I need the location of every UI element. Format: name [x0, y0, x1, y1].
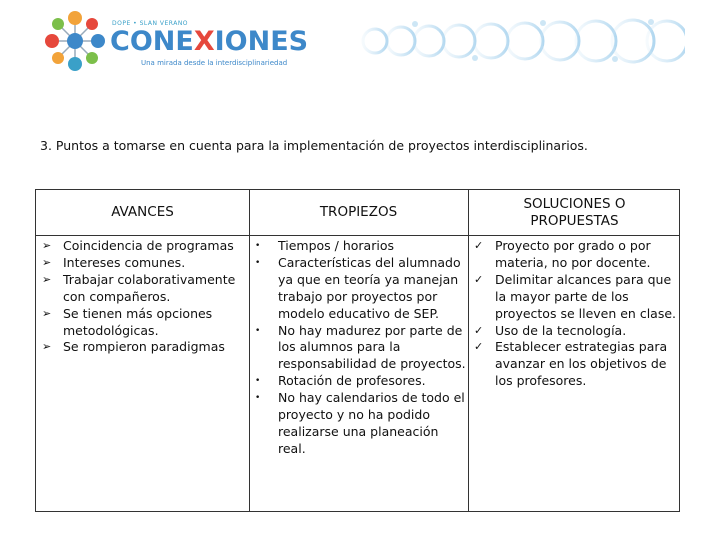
list-item-text: Delimitar alcances para que la mayor parte de los proyectos se lleven en clase. — [495, 271, 677, 321]
tropiezos-column — [253, 238, 467, 458]
logo-title — [110, 26, 308, 57]
arrow-bullet-icon: ➢ — [42, 255, 52, 269]
list-item-text: Proyecto por grado o por materia, no por docente. — [495, 238, 651, 270]
dot-bullet-icon: • — [255, 325, 261, 336]
logo-title-x: X — [193, 26, 215, 57]
dot-bullet-icon: • — [255, 393, 261, 404]
check-bullet-icon: ✓ — [474, 272, 484, 286]
list-item-text: Se tienen más opciones metodológicas. — [63, 305, 213, 338]
arrow-bullet-icon: ➢ — [42, 306, 52, 320]
list-item-text: Establecer estrategias para avanzar en los objetivos de los profesores. — [495, 339, 668, 389]
column-divider-1 — [249, 190, 250, 511]
list-item-text: Características del alumnado ya que en teoría ya manejan trabajo por proyectos por modelo educativo de SEP. — [278, 254, 461, 321]
soluciones-column — [470, 238, 678, 390]
list-item — [253, 390, 467, 458]
comparison-table — [35, 189, 680, 512]
tropiezos-list — [253, 238, 467, 458]
list-item-text: No hay calendarios de todo el proyecto y no ha podido realizarse una planeación real. — [278, 390, 465, 456]
list-item-text: Rotación de profesores. — [278, 373, 426, 389]
section-heading: 3. Puntos a tomarse en cuenta para la implementación de proyectos interdisciplinarios. — [40, 138, 588, 153]
list-item-text: Tiempos / horarios — [278, 238, 394, 253]
dot-bullet-icon: • — [255, 241, 261, 251]
logo-title-suffix: IONES — [214, 26, 309, 57]
arrow-bullet-icon: ➢ — [42, 340, 52, 354]
list-item — [470, 238, 678, 272]
logo-tagline: Una mirada desde la interdisciplinariedad — [141, 59, 288, 67]
list-item — [470, 339, 678, 390]
list-item — [470, 323, 678, 340]
list-item-text: Uso de la tecnología. — [495, 322, 627, 338]
list-item — [38, 255, 248, 272]
list-item-text: Se rompieron paradigmas — [63, 339, 225, 355]
check-bullet-icon: ✓ — [474, 323, 484, 337]
header-divider — [36, 235, 679, 236]
list-item — [253, 323, 467, 374]
logo-title-prefix: CONE — [110, 26, 194, 57]
dot-bullet-icon: • — [255, 376, 261, 387]
decorative-banner — [355, 14, 685, 68]
header-soluciones-line2: PROPUESTAS — [530, 212, 619, 229]
list-item — [470, 272, 678, 323]
header-soluciones-line1: SOLUCIONES O — [523, 195, 626, 212]
list-item — [38, 272, 248, 306]
avances-column — [38, 238, 248, 356]
header-tropiezos: TROPIEZOS — [319, 204, 398, 220]
list-item — [38, 306, 248, 340]
list-item — [38, 238, 248, 255]
header-soluciones — [468, 190, 681, 235]
soluciones-list — [470, 238, 678, 390]
list-item-text: Intereses comunes. — [63, 254, 186, 270]
arrow-bullet-icon: ➢ — [42, 272, 52, 286]
logo-small-text: DOPE • SLAN VERANO — [112, 20, 189, 27]
column-divider-2 — [468, 190, 469, 511]
avances-list — [38, 238, 248, 356]
list-item-text: Trabajar colaborativamente con compañeros. — [63, 271, 236, 304]
list-item-text: Coincidencia de programas — [63, 238, 234, 253]
list-item — [253, 255, 467, 323]
arrow-bullet-icon: ➢ — [42, 239, 52, 252]
check-bullet-icon: ✓ — [474, 239, 484, 252]
check-bullet-icon: ✓ — [474, 340, 484, 354]
dot-bullet-icon: • — [255, 257, 261, 268]
list-item — [253, 238, 467, 255]
header-avances: AVANCES — [111, 204, 174, 220]
list-item-text: No hay madurez por parte de los alumnos para la responsabilidad de proyectos. — [278, 322, 466, 372]
list-item — [253, 373, 467, 390]
conexiones-logo — [40, 6, 309, 76]
logo-network-icon — [40, 6, 110, 76]
list-item — [38, 339, 248, 356]
